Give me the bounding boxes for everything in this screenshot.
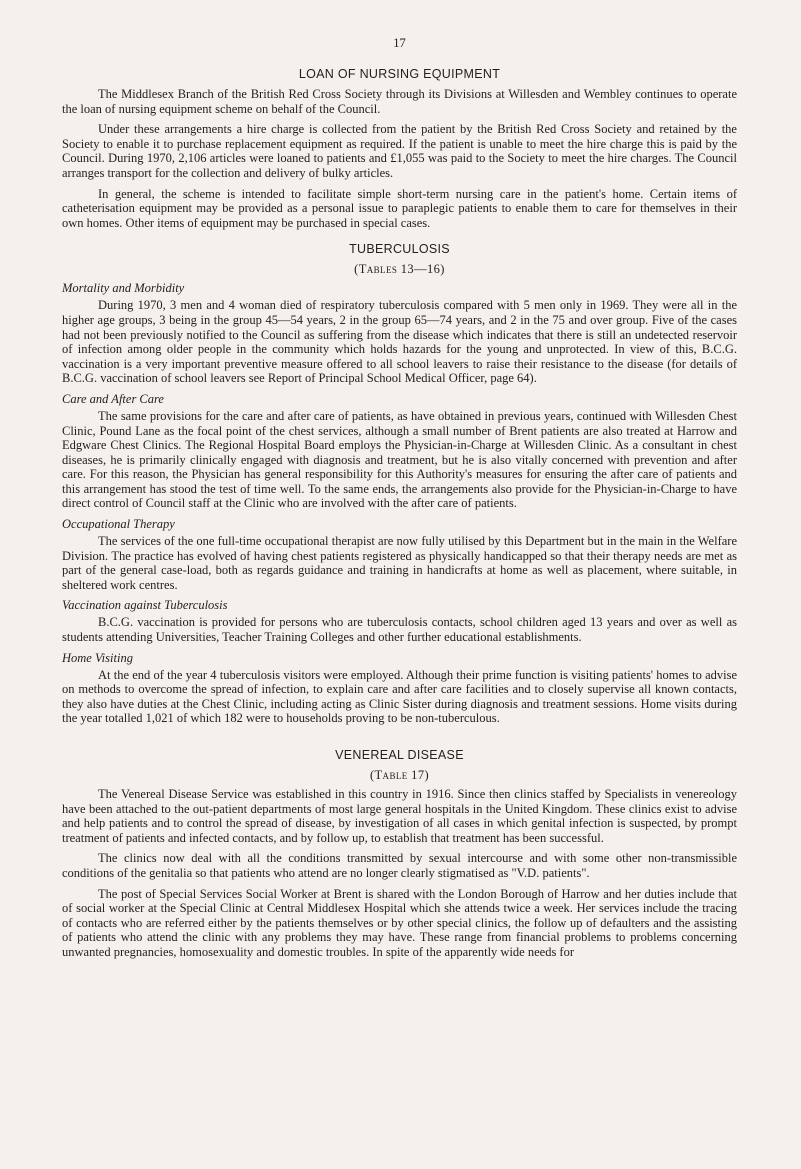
page-number: 17: [393, 36, 406, 50]
subheading: Home Visiting: [62, 650, 133, 665]
subheading: Vaccination against Tuberculosis: [62, 598, 228, 613]
section-tuberculosis: [62, 242, 737, 726]
section-venereal-disease: [62, 748, 737, 960]
paragraph: In general, the scheme is intended to facilitate simple short-term nursing care in the patient's home. Certain items of catheterisation equipment may be provided as a personal issue to paraplegic patients to enable them to care for themselves in their own homes. Other items of equipment may be purchased in special cases.: [62, 186, 737, 230]
paragraph: The services of the one full-time occupational therapist are now fully utilised by this Department but in the main in the Welfare Division. The practice has evolved of having chest patients registered as physically handicapped so that their therapy needs are met as part of the general case-load, both as regards guidance and training in handicrafts at home as well as placement, where suitable, in sheltered work centres.: [62, 534, 737, 592]
paragraph: Under these arrangements a hire charge is collected from the patient by the British Red Cross Society and retained by the Society to enable it to purchase replacement equipment as required. If the patient is unable to meet the hire charge this is paid by the Council. During 1970, 2,106 articles were loaned to patients and £1,055 was paid to the Society to meet the hire charges. The Council arranges transport for the collection and delivery of bulky articles.: [62, 122, 737, 180]
section-loan-of-nursing-equipment: [62, 67, 737, 230]
subheading: Occupational Therapy: [62, 517, 175, 532]
section-heading: LOAN OF NURSING EQUIPMENT: [298, 67, 501, 81]
subheading: Care and After Care: [62, 391, 164, 406]
paragraph: The clinics now deal with all the conditions transmitted by sexual intercourse and with some other non-transmissible conditions of the genitalia so that patients who attend are no longer clearly stigmatised as "V.D. patients".: [62, 851, 737, 880]
paragraph: At the end of the year 4 tuberculosis visitors were employed. Although their prime function is visiting patients' homes to advise on methods to overcome the spread of infection, to explain care and after care facilities and to closely supervise all known contacts, they also have duties at the Chest Clinic, including acting as Clinic Sister during diagnosis and treatment sessions. Home visits during the year totalled 1,021 of which 182 were to households proving to be non-tuberculous.: [62, 667, 737, 726]
subheading: Mortality and Morbidity: [62, 281, 185, 296]
paragraph: The Venereal Disease Service was established in this country in 1916. Since then clinics staffed by Specialists in venereology have been attached to the out-patient departments of most large general hospitals in the United Kingdom. These clinics exist to advise and help patients and to control the spread of disease, by investigation of all cases in which genital infection is suspected, by prompt treatment of patients and infected contacts, and by follow up, to establish that treatment has been successful.: [62, 787, 737, 845]
section-heading: VENEREAL DISEASE: [335, 748, 464, 762]
paragraph: During 1970, 3 men and 4 woman died of respiratory tuberculosis compared with 5 men only in 1969. They were all in the higher age groups, 3 being in the group 45—54 years, 2 in the group 65—74 years, and 2 in the 75 and over group. Five of the cases had not been previously notified to the Council as suffering from the disease which indicates that there is still an undetected reservoir of infection among older people in the community which holds hazards for the young and unprotected. In view of this, B.C.G. vaccination is a very important preventive measure offered to all school leavers to raise their resistance to the disease (for details of B.C.G. vaccination of school leavers see Report of Principal School Medical Officer, page 64).: [62, 298, 737, 386]
paragraph: The Middlesex Branch of the British Red Cross Society through its Divisions at Willesden and Wembley continues to operate the loan of nursing equipment scheme on behalf of the Council.: [62, 87, 737, 116]
table-reference: (Table 17): [369, 768, 430, 782]
paragraph: The same provisions for the care and after care of patients, as have obtained in previous years, continued with Willesden Chest Clinic, Pound Lane as the focal point of the chest services, although a small number of Brent patients are also treated at Harrow and Edgware Chest Clinics. The Regional Hospital Board employs the Physician-in-Charge at Willesden Clinic. As a consultant in chest diseases, he is primarily clinically engaged with diagnosis and treatment, but he is also vitally concerned with prevention and after care. For this reason, the Physician has general responsibility for this Authority's measures for ensuring the after care of patients and this arrangement has stood the test of time well. To the same ends, the arrangements also provide for the Physician-in-Charge to have direct control of Council staff at the Clinic who are involved with the after care of patients.: [62, 408, 737, 511]
table-reference: (Tables 13—16): [354, 262, 445, 277]
section-heading: TUBERCULOSIS: [349, 242, 450, 257]
paragraph: B.C.G. vaccination is provided for persons who are tuberculosis contacts, school children aged 13 years and over as well as students attending Universities, Teacher Training Colleges and other further educational establishments.: [62, 615, 737, 645]
paragraph: The post of Special Services Social Worker at Brent is shared with the London Borough of Harrow and her duties include that of social worker at the Special Clinic at Central Middlesex Hospital which she attends twice a week. Her services include the tracing of contacts who are referred either by the patients themselves or by other special clinics, the follow up of defaulters and the assisting of patients who attend the clinic with any problems they may have. These range from financial problems to problems concerning unwanted pregnancies, homosexuality and domestic troubles. In spite of the apparently wide needs for: [62, 886, 737, 959]
